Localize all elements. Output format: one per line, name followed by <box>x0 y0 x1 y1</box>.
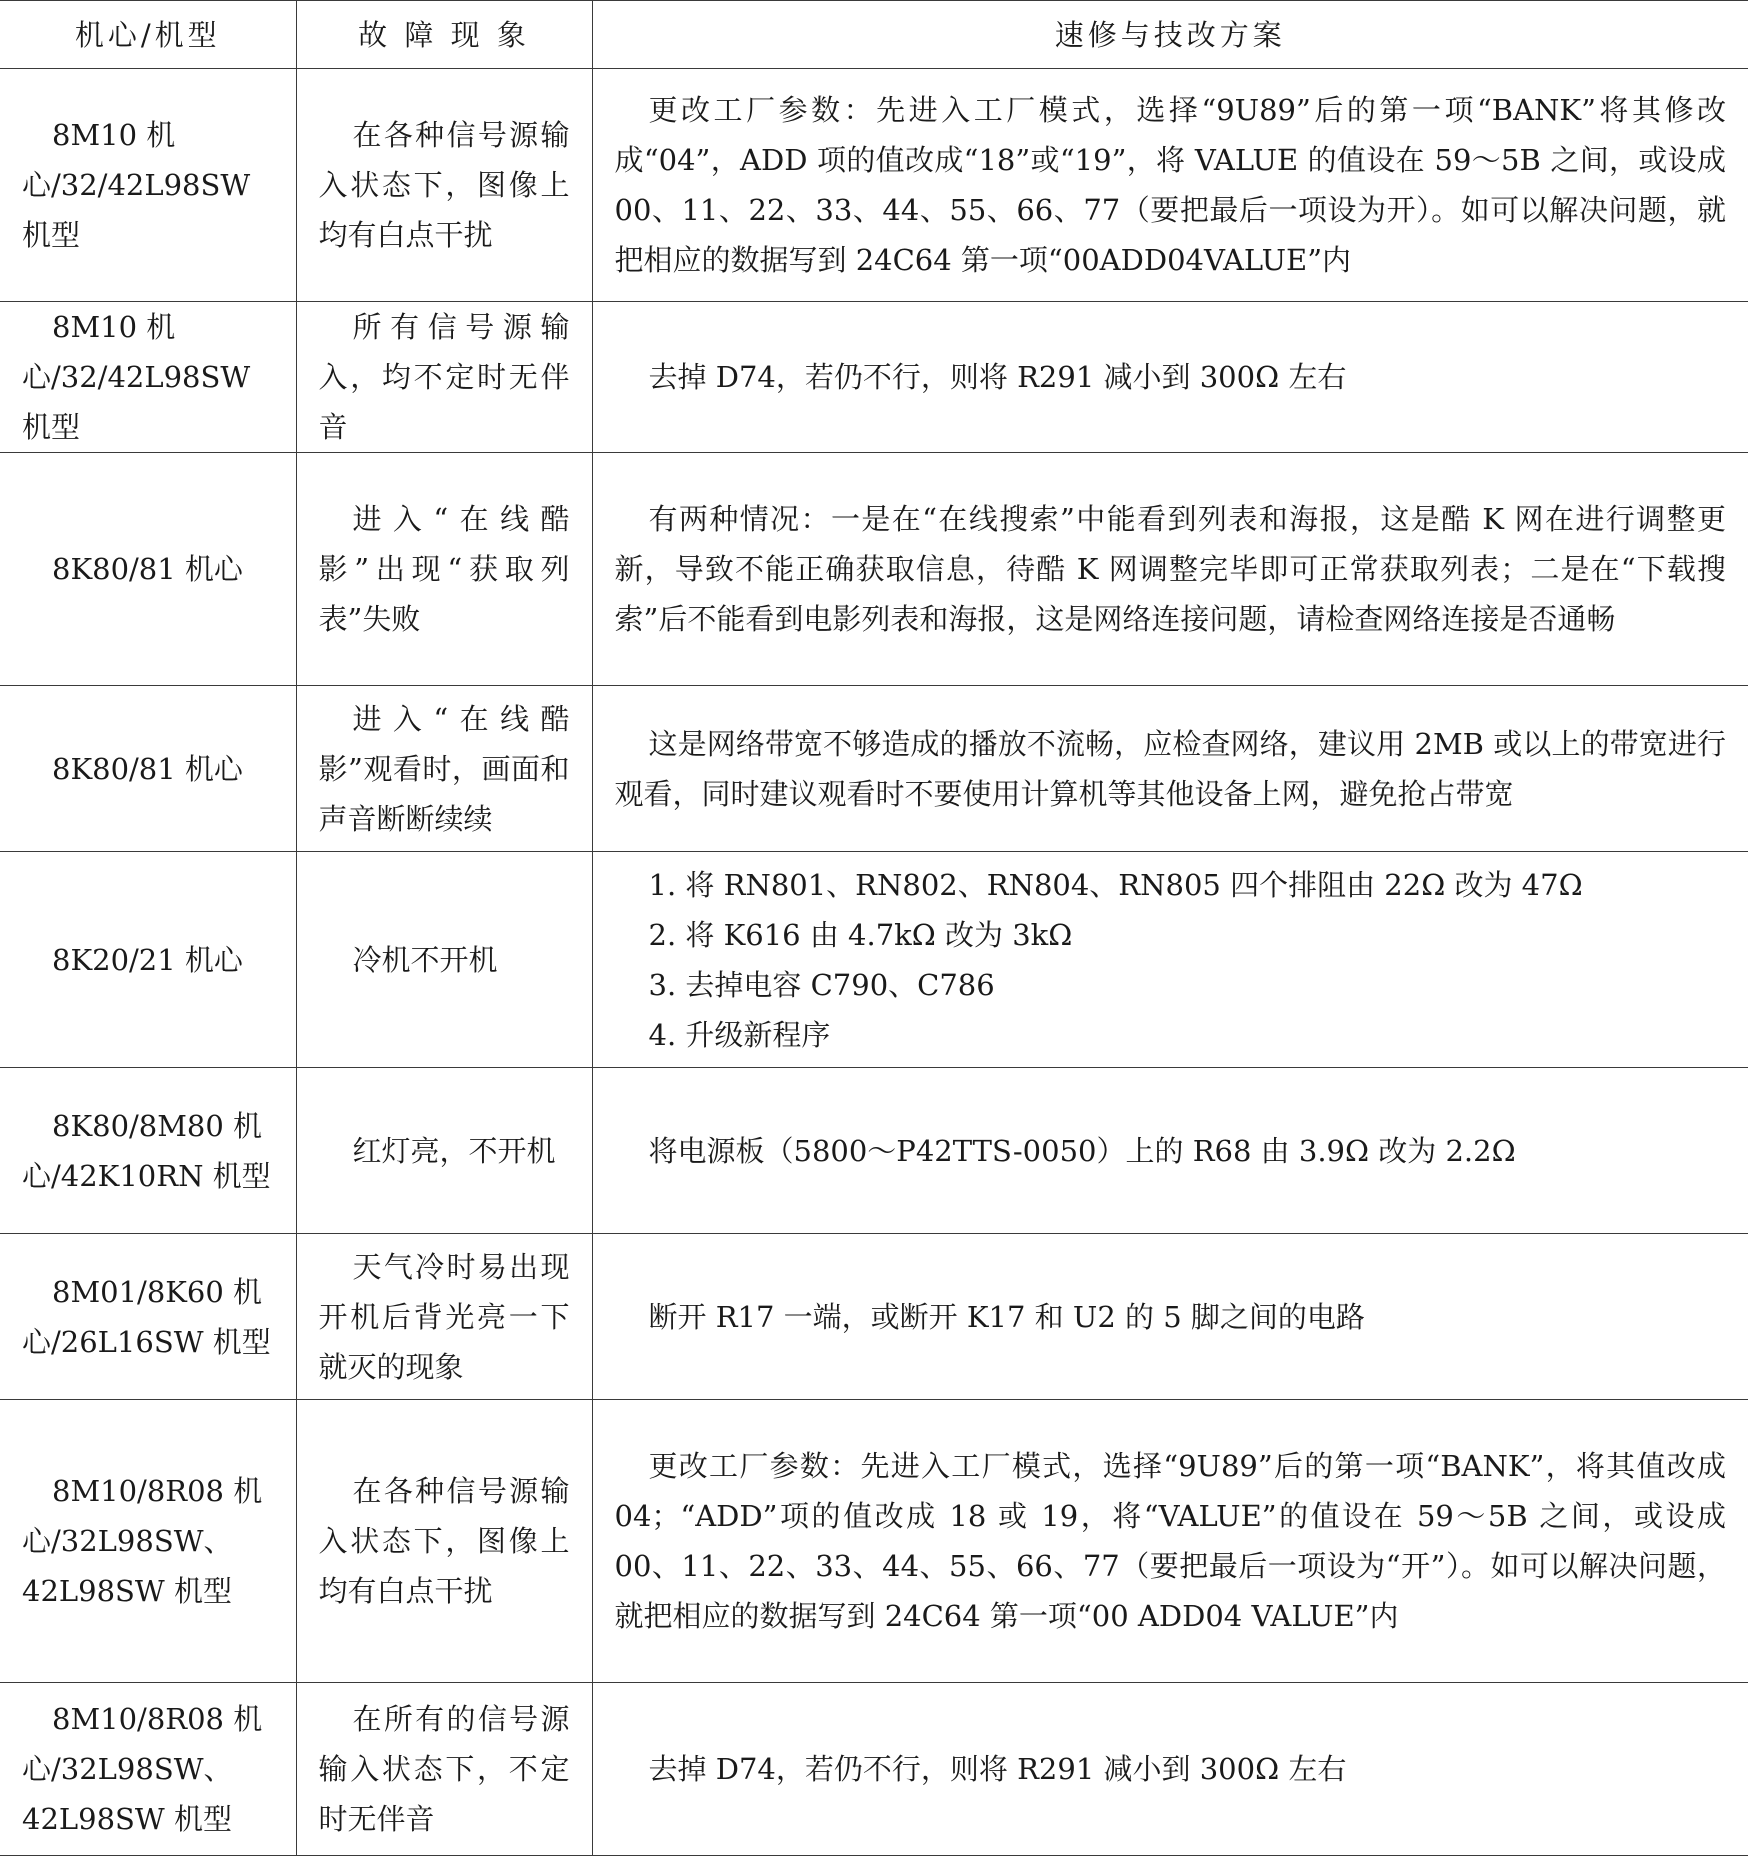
table-row <box>0 852 1748 1068</box>
cell-symptom <box>296 1068 592 1234</box>
table-row <box>0 1683 1748 1856</box>
symptom-text: 红灯亮，不开机 <box>352 1133 556 1168</box>
header-model: 机心/机型 <box>0 1 296 69</box>
cell-solution <box>592 1683 1748 1856</box>
cell-model <box>0 1683 296 1856</box>
symptom-text: 所有信号源输入，均不定时无伴音 <box>318 310 570 444</box>
model-text: 8M10/8R08 机心/32L98SW、42L98SW 机型 <box>22 1474 263 1608</box>
cell-model <box>0 302 296 453</box>
symptom-text: 进入“在线酷影”出现“获取列表”失败 <box>318 502 570 636</box>
table-header-row <box>0 1 1748 69</box>
solution-step: 4. 升级新程序 <box>648 1017 831 1052</box>
cell-symptom <box>296 302 592 453</box>
cell-symptom <box>296 686 592 852</box>
header-symptom: 故 障 现 象 <box>296 1 592 69</box>
solution-step: 2. 将 K616 由 4.7kΩ 改为 3kΩ <box>648 917 1073 952</box>
symptom-text: 在各种信号源输入状态下，图像上均有白点干扰 <box>318 118 570 252</box>
model-text: 8K20/21 机心 <box>52 942 243 977</box>
cell-solution <box>592 1068 1748 1234</box>
cell-solution <box>592 453 1748 686</box>
cell-model <box>0 852 296 1068</box>
cell-model <box>0 453 296 686</box>
solution-text: 有两种情况：一是在“在线搜索”中能看到列表和海报，这是酷 K 网在进行调整更新，导致不能正确获取信息，待酷 K 网调整完毕即可正常获取列表；二是在“下载搜索”后不能看到电影列表和海报，这是网络连接问题，请检查网络连接是否通畅 <box>614 502 1726 636</box>
model-text: 8K80/8M80 机心/42K10RN 机型 <box>22 1108 271 1193</box>
model-text: 8M10 机心/32/42L98SW 机型 <box>22 310 251 444</box>
cell-symptom <box>296 453 592 686</box>
cell-symptom <box>296 1683 592 1856</box>
symptom-text: 冷机不开机 <box>352 942 498 977</box>
cell-model <box>0 1400 296 1683</box>
cell-solution <box>592 302 1748 453</box>
cell-symptom <box>296 69 592 302</box>
table-row <box>0 1400 1748 1683</box>
cell-model <box>0 686 296 852</box>
table-row <box>0 302 1748 453</box>
cell-symptom <box>296 1400 592 1683</box>
cell-model <box>0 69 296 302</box>
model-text: 8M10/8R08 机心/32L98SW、42L98SW 机型 <box>22 1702 263 1836</box>
solution-text: 将电源板（5800～P42TTS-0050）上的 R68 由 3.9Ω 改为 2.2Ω <box>648 1133 1516 1168</box>
symptom-text: 在所有的信号源输入状态下，不定时无伴音 <box>318 1702 570 1836</box>
model-text: 8K80/81 机心 <box>52 552 243 586</box>
cell-model <box>0 1234 296 1400</box>
solution-step: 3. 去掉电容 C790、C786 <box>648 967 995 1002</box>
cell-solution <box>592 686 1748 852</box>
symptom-text: 天气冷时易出现开机后背光亮一下就灭的现象 <box>318 1249 570 1384</box>
model-text: 8M10 机心/32/42L98SW 机型 <box>22 118 251 252</box>
solution-text: 去掉 D74，若仍不行，则将 R291 减小到 300Ω 左右 <box>648 360 1347 394</box>
solution-text: 更改工厂参数：先进入工厂模式，选择“9U89”后的第一项“BANK”，将其值改成 04；“ADD”项的值改成 18 或 19，将“VALUE”的值设在 59～5B 之间，或设成 00、11、22、33、44、55、66、77（要把最后一项设为“开”）。如可以解决问题，就把相应的数据写到 24C64 第一项“00 ADD04 VALUE”内 <box>614 1449 1726 1633</box>
model-text: 8M01/8K60 机心/26L16SW 机型 <box>22 1274 271 1359</box>
cell-solution <box>592 69 1748 302</box>
solution-text: 更改工厂参数：先进入工厂模式，选择“9U89”后的第一项“BANK”将其修改成“04”，ADD 项的值改成“18”或“19”，将 VALUE 的值设在 59～5B 之间，或设成 00、11、22、33、44、55、66、77（要把最后一项设为开）。如可以解决问题，就把相应的数据写到 24C64 第一项“00ADD04VALUE”内 <box>614 93 1726 277</box>
table-row <box>0 453 1748 686</box>
symptom-text: 进入“在线酷影”观看时，画面和声音断断续续 <box>318 701 570 836</box>
solution-step: 1. 将 RN801、RN802、RN804、RN805 四个排阻由 22Ω 改为 47Ω <box>648 867 1583 902</box>
table-row <box>0 1068 1748 1234</box>
solution-steps <box>615 860 1727 1060</box>
cell-solution <box>592 852 1748 1068</box>
cell-solution <box>592 1234 1748 1400</box>
cell-solution <box>592 1400 1748 1683</box>
header-solution: 速修与技改方案 <box>592 1 1748 69</box>
model-text: 8K80/81 机心 <box>52 751 243 786</box>
solution-text: 去掉 D74，若仍不行，则将 R291 减小到 300Ω 左右 <box>648 1752 1347 1786</box>
table-row <box>0 1234 1748 1400</box>
table-row <box>0 686 1748 852</box>
table-row <box>0 69 1748 302</box>
symptom-text: 在各种信号源输入状态下，图像上均有白点干扰 <box>318 1474 570 1608</box>
cell-symptom <box>296 852 592 1068</box>
solution-text: 这是网络带宽不够造成的播放不流畅，应检查网络，建议用 2MB 或以上的带宽进行观看，同时建议观看时不要使用计算机等其他设备上网，避免抢占带宽 <box>614 726 1726 811</box>
cell-symptom <box>296 1234 592 1400</box>
solution-text: 断开 R17 一端，或断开 K17 和 U2 的 5 脚之间的电路 <box>648 1299 1365 1334</box>
cell-model <box>0 1068 296 1234</box>
